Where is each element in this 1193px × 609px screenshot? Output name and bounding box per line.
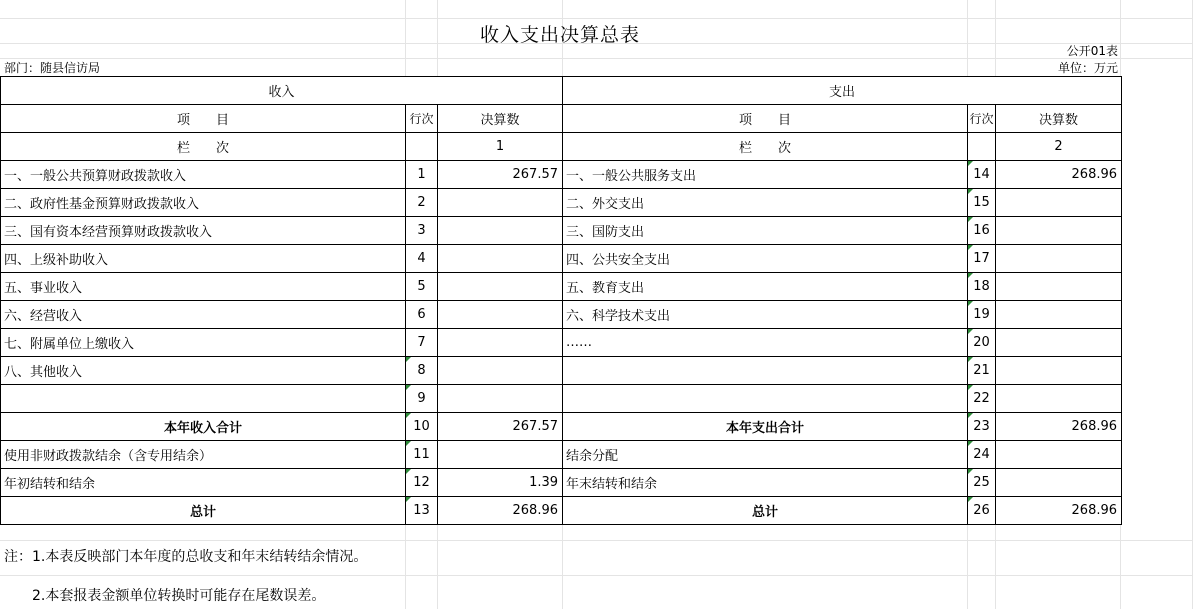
expense-row-no-cell[interactable]: 23 xyxy=(968,413,996,441)
income-row-no-cell[interactable]: 6 xyxy=(406,301,438,329)
income-row-no-cell[interactable]: 10 xyxy=(406,413,438,441)
expense-row-no-cell[interactable]: 26 xyxy=(968,497,996,525)
gridline xyxy=(0,575,1193,576)
table-row xyxy=(1,245,1122,273)
expense-row-no-cell[interactable]: 22 xyxy=(968,385,996,413)
expense-item-cell[interactable]: 本年支出合计 xyxy=(563,413,968,441)
table-row xyxy=(1,217,1122,245)
table-header-row xyxy=(1,105,1122,133)
note-2: 2.本套报表金额单位转换时可能存在尾数误差。 xyxy=(4,588,326,604)
income-item-cell[interactable]: 四、上级补助收入 xyxy=(1,245,406,273)
table-column-index-row xyxy=(1,133,1122,161)
expense-amount-cell[interactable] xyxy=(996,469,1122,497)
expense-amount-cell[interactable] xyxy=(996,385,1122,413)
income-row-no-cell[interactable]: 8 xyxy=(406,357,438,385)
expense-amount-cell[interactable]: 268.96 xyxy=(996,497,1122,525)
expense-row-no-cell[interactable]: 15 xyxy=(968,189,996,217)
expense-column-label[interactable]: 栏 次 xyxy=(563,133,968,161)
income-amount-cell[interactable]: 268.96 xyxy=(438,497,563,525)
expense-column-blank[interactable] xyxy=(968,133,996,161)
unit-label: 单位：万元 xyxy=(1057,61,1118,75)
table-row xyxy=(1,413,1122,441)
table-header-row xyxy=(1,77,1122,105)
income-row-no-cell[interactable]: 2 xyxy=(406,189,438,217)
income-row-no-cell[interactable]: 4 xyxy=(406,245,438,273)
expense-item-cell[interactable]: 四、公共安全支出 xyxy=(563,245,968,273)
expense-row-no-cell[interactable]: 25 xyxy=(968,469,996,497)
income-row-no-cell[interactable]: 1 xyxy=(406,161,438,189)
table-row xyxy=(1,329,1122,357)
income-item-header[interactable]: 项 目 xyxy=(1,105,406,133)
expense-item-cell[interactable]: 结余分配 xyxy=(563,441,968,469)
table-row xyxy=(1,441,1122,469)
income-column-blank[interactable] xyxy=(406,133,438,161)
income-amount-cell[interactable] xyxy=(438,385,563,413)
expense-amount-header[interactable]: 决算数 xyxy=(996,105,1122,133)
income-amount-cell[interactable] xyxy=(438,301,563,329)
expense-row-no-cell[interactable]: 21 xyxy=(968,357,996,385)
income-item-cell[interactable]: 二、政府性基金预算财政拨款收入 xyxy=(1,189,406,217)
income-item-cell[interactable]: 年初结转和结余 xyxy=(1,469,406,497)
expense-amount-cell[interactable] xyxy=(996,245,1122,273)
income-item-cell[interactable]: 五、事业收入 xyxy=(1,273,406,301)
income-amount-cell[interactable] xyxy=(438,441,563,469)
expense-amount-cell[interactable] xyxy=(996,189,1122,217)
expense-row-no-cell[interactable]: 17 xyxy=(968,245,996,273)
form-number: 公开01表 xyxy=(1066,44,1118,58)
income-item-cell[interactable]: 本年收入合计 xyxy=(1,413,406,441)
income-row-no-header[interactable]: 行次 xyxy=(406,105,438,133)
expense-item-cell[interactable] xyxy=(563,357,968,385)
expense-row-no-cell[interactable]: 24 xyxy=(968,441,996,469)
gridline xyxy=(0,540,1193,541)
expense-row-no-cell[interactable]: 14 xyxy=(968,161,996,189)
table-row xyxy=(1,161,1122,189)
income-amount-cell[interactable] xyxy=(438,273,563,301)
expense-header[interactable]: 支出 xyxy=(563,77,1122,105)
expense-row-no-cell[interactable]: 20 xyxy=(968,329,996,357)
expense-row-no-header[interactable]: 行次 xyxy=(968,105,996,133)
table-row xyxy=(1,469,1122,497)
table-row xyxy=(1,273,1122,301)
gridline xyxy=(0,58,1193,59)
expense-amount-cell[interactable] xyxy=(996,441,1122,469)
page-title: 收入支出决算总表 xyxy=(479,24,640,46)
expense-amount-cell[interactable]: 268.96 xyxy=(996,413,1122,441)
expense-item-cell[interactable]: 五、教育支出 xyxy=(563,273,968,301)
gridline xyxy=(0,18,1193,19)
income-row-no-cell[interactable]: 13 xyxy=(406,497,438,525)
income-amount-cell[interactable]: 1.39 xyxy=(438,469,563,497)
income-amount-cell[interactable]: 267.57 xyxy=(438,413,563,441)
income-row-no-cell[interactable]: 11 xyxy=(406,441,438,469)
table-row xyxy=(1,357,1122,385)
note-1: 注：1.本表反映部门本年度的总收支和年末结转结余情况。 xyxy=(4,549,368,565)
income-row-no-cell[interactable]: 12 xyxy=(406,469,438,497)
expense-row-no-cell[interactable]: 16 xyxy=(968,217,996,245)
expense-item-cell[interactable]: 年末结转和结余 xyxy=(563,469,968,497)
income-item-cell[interactable]: 三、国有资本经营预算财政拨款收入 xyxy=(1,217,406,245)
expense-amount-cell[interactable] xyxy=(996,273,1122,301)
income-item-cell[interactable]: 一、一般公共预算财政拨款收入 xyxy=(1,161,406,189)
income-column-label[interactable]: 栏 次 xyxy=(1,133,406,161)
expense-item-cell[interactable]: …… xyxy=(563,329,968,357)
expense-amount-cell[interactable] xyxy=(996,329,1122,357)
expense-item-cell[interactable]: 三、国防支出 xyxy=(563,217,968,245)
income-amount-cell[interactable] xyxy=(438,189,563,217)
expense-item-cell[interactable] xyxy=(563,385,968,413)
expense-item-header[interactable]: 项 目 xyxy=(563,105,968,133)
income-amount-cell[interactable] xyxy=(438,329,563,357)
income-row-no-cell[interactable]: 3 xyxy=(406,217,438,245)
income-expense-table xyxy=(0,76,1122,525)
income-header[interactable]: 收入 xyxy=(1,77,563,105)
income-item-cell[interactable]: 八、其他收入 xyxy=(1,357,406,385)
income-amount-header[interactable]: 决算数 xyxy=(438,105,563,133)
table-row xyxy=(1,497,1122,525)
expense-column-number[interactable]: 2 xyxy=(996,133,1122,161)
expense-item-cell[interactable]: 总计 xyxy=(563,497,968,525)
income-amount-cell[interactable]: 267.57 xyxy=(438,161,563,189)
department-label: 部门：随县信访局 xyxy=(4,61,101,75)
income-item-cell[interactable]: 七、附属单位上缴收入 xyxy=(1,329,406,357)
expense-item-cell[interactable]: 二、外交支出 xyxy=(563,189,968,217)
expense-amount-cell[interactable]: 268.96 xyxy=(996,161,1122,189)
expense-row-no-cell[interactable]: 19 xyxy=(968,301,996,329)
income-amount-cell[interactable] xyxy=(438,217,563,245)
income-item-cell[interactable]: 总计 xyxy=(1,497,406,525)
income-column-number[interactable]: 1 xyxy=(438,133,563,161)
expense-amount-cell[interactable] xyxy=(996,301,1122,329)
income-amount-cell[interactable] xyxy=(438,357,563,385)
income-item-cell[interactable] xyxy=(1,385,406,413)
income-amount-cell[interactable] xyxy=(438,245,563,273)
expense-amount-cell[interactable] xyxy=(996,217,1122,245)
expense-item-cell[interactable]: 六、科学技术支出 xyxy=(563,301,968,329)
expense-item-cell[interactable]: 一、一般公共服务支出 xyxy=(563,161,968,189)
table-row xyxy=(1,385,1122,413)
table-row xyxy=(1,189,1122,217)
income-row-no-cell[interactable]: 5 xyxy=(406,273,438,301)
table-row xyxy=(1,301,1122,329)
income-row-no-cell[interactable]: 9 xyxy=(406,385,438,413)
expense-amount-cell[interactable] xyxy=(996,357,1122,385)
income-item-cell[interactable]: 使用非财政拨款结余（含专用结余） xyxy=(1,441,406,469)
expense-row-no-cell[interactable]: 18 xyxy=(968,273,996,301)
income-row-no-cell[interactable]: 7 xyxy=(406,329,438,357)
income-item-cell[interactable]: 六、经营收入 xyxy=(1,301,406,329)
